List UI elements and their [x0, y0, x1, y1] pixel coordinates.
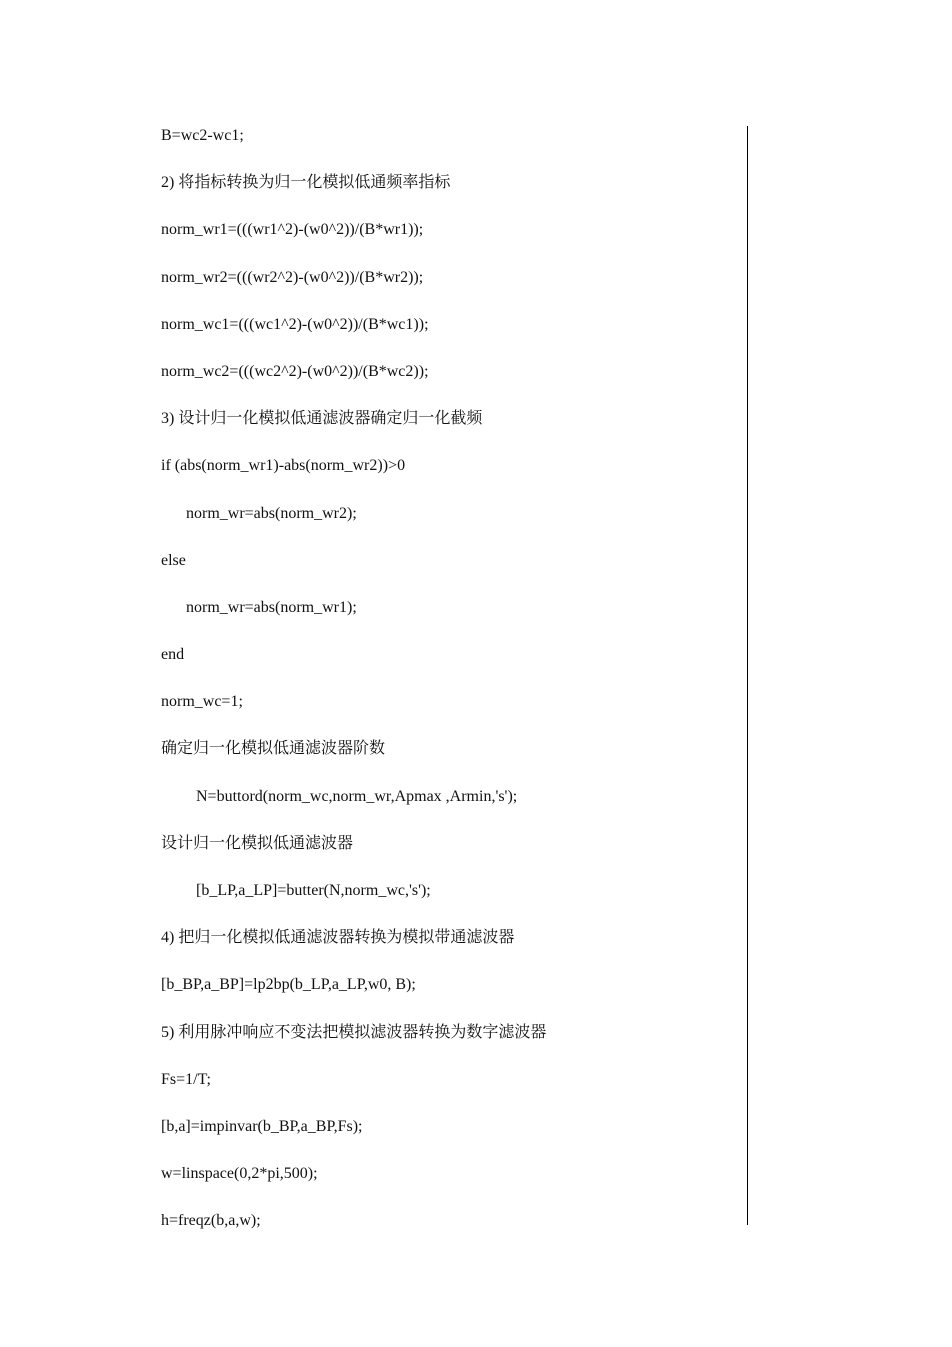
code-line: h=freqz(b,a,w); — [161, 1212, 261, 1230]
code-line: norm_wr2=(((wr2^2)-(w0^2))/(B*wr2)); — [161, 268, 424, 286]
step-heading: 2) 将指标转换为归一化模拟低通频率指标 — [161, 174, 451, 192]
code-line: Fs=1/T; — [161, 1070, 211, 1088]
comment-line: 设计归一化模拟低通滤波器 — [161, 834, 354, 852]
code-line: w=linspace(0,2*pi,500); — [161, 1165, 318, 1183]
code-line: norm_wc=1; — [161, 693, 243, 711]
code-line: [b_BP,a_BP]=lp2bp(b_LP,a_LP,w0, B); — [161, 976, 416, 994]
code-line: norm_wc2=(((wc2^2)-(w0^2))/(B*wc2)); — [161, 362, 429, 380]
code-line: [b_LP,a_LP]=butter(N,norm_wc,'s'); — [196, 882, 431, 899]
step-heading: 3) 设计归一化模拟低通滤波器确定归一化截频 — [161, 410, 483, 428]
code-text-block — [161, 126, 731, 1259]
code-line: norm_wr=abs(norm_wr2); — [186, 504, 357, 522]
code-line: [b,a]=impinvar(b_BP,a_BP,Fs); — [161, 1117, 363, 1135]
code-line: else — [161, 551, 186, 569]
code-line: end — [161, 646, 185, 664]
comment-line: 确定归一化模拟低通滤波器阶数 — [161, 740, 386, 758]
code-line: norm_wr=abs(norm_wr1); — [186, 598, 357, 616]
step-heading: 5) 利用脉冲响应不变法把模拟滤波器转换为数字滤波器 — [161, 1023, 547, 1041]
code-line: norm_wc1=(((wc1^2)-(w0^2))/(B*wc1)); — [161, 315, 429, 333]
code-line: B=wc2-wc1; — [161, 127, 244, 144]
right-margin-rule — [747, 126, 748, 1225]
code-line: norm_wr1=(((wr1^2)-(w0^2))/(B*wr1)); — [161, 221, 424, 239]
code-line: N=buttord(norm_wc,norm_wr,Apmax ,Armin,'s'); — [196, 787, 518, 805]
step-heading: 4) 把归一化模拟低通滤波器转换为模拟带通滤波器 — [161, 929, 515, 947]
code-line: if (abs(norm_wr1)-abs(norm_wr2))>0 — [161, 457, 406, 475]
